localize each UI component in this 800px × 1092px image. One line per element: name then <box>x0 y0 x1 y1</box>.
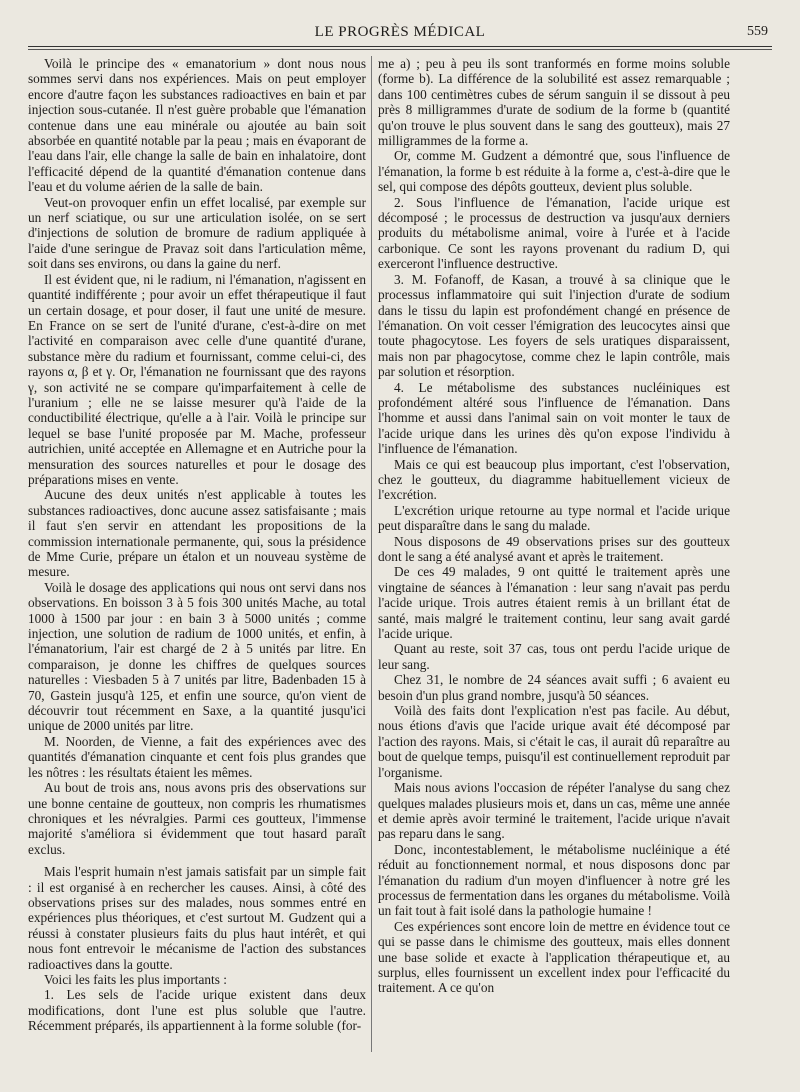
paragraph: Or, comme M. Gudzent a démontré que, sous l'influence de l'émanation, la forme b est réduite à la forme a, c'est-à-dire que le sel, qui compose des dépôts goutteux, devient plus soluble. <box>378 148 730 195</box>
paragraph: Donc, incontestablement, le métabolisme nucléinique a été réduit au fonctionnement normal, et nous disposons donc par l'émanation du radium d'un moyen d'influencer à notre gré les processus de fermentation dans les organes du métabolisme. Voilà un fait tout à fait isolé dans la pathologie humaine ! <box>378 841 730 919</box>
paragraph: Mais l'esprit humain n'est jamais satisfait par un simple fait : il est organisé à en rechercher les causes. Ainsi, à côté des observations prises sur des malades, nous sommes entré en expériences plus théoriques, et c'est surtout M. Gudzent qui a réussi à constater plusieurs faits du plus haut intérêt, et qui nous font entrevoir le mécanisme de l'action des substances radioactives dans la goutte. <box>28 864 366 972</box>
paragraph: 2. Sous l'influence de l'émanation, l'acide urique est décomposé ; le processus de destruction va jusqu'aux derniers produits du métabolisme animal, voire à l'urée et à l'acide carbonique. Ce sont les rayons provenant du radium D, qui exerceront l'influence destructive. <box>378 194 730 272</box>
paragraph: 3. M. Fofanoff, de Kasan, a trouvé à sa clinique que le processus inflammatoire qui suit l'injection d'urate de sodium dans le tissu du lapin est profondément changé en présence de l'émanation. On voit cesser l'émigration des leucocytes ainsi que toute phagocytose. Les foyers de sels uratiques disparaissent, mais non par phagocytose, comme chez le lapin contrôle, mais par solution et résorption. <box>378 271 730 380</box>
paragraph: Chez 31, le nombre de 24 séances avait suffi ; 6 avaient eu besoin d'un plus grand nombre, jusqu'à 50 séances. <box>378 672 730 703</box>
paragraph: M. Noorden, de Vienne, a fait des expériences avec des quantités d'émanation cinquante et cent fois plus grandes que les nôtres : les résultats étaient les mêmes. <box>28 733 366 780</box>
paragraph: Mais nous avions l'occasion de répéter l'analyse du sang chez quelques malades plusieurs mois et, dans un cas, même une année et demie après avoir terminé le traitement, l'acide urique n'avait pas reparu dans le sang. <box>378 780 730 842</box>
column-divider <box>371 56 372 1052</box>
paragraph: Veut-on provoquer enfin un effet localisé, par exemple sur un nerf sciatique, ou sur une articulation isolée, on se sert d'injections de solution de bromure de radium appliquée à l'aide d'une seringue de Pravaz soit dans l'articulation même, soit dans ses environs, ou dans la gaine du nerf. <box>28 194 366 272</box>
paragraph: Voilà des faits dont l'explication n'est pas facile. Au début, nous étions d'avis que l'acide urique avait été décomposé par l'action des rayons. Mais, si c'était le cas, il aurait dû reparaître au bout de quelque temps, puisqu'il est continuellement reproduit par l'organisme. <box>378 703 730 780</box>
paragraph: Quant au reste, soit 37 cas, tous ont perdu l'acide urique de leur sang. <box>378 641 730 672</box>
paragraph: L'excrétion urique retourne au type normal et l'acide urique peut disparaître dans le sang du malade. <box>378 502 730 534</box>
running-title: LE PROGRÈS MÉDICAL <box>314 24 486 40</box>
right-column <box>378 56 730 1062</box>
paragraph: Aucune des deux unités n'est applicable à toutes les substances radioactives, donc aucune assez satisfaisante ; mais il faut s'en servir en attendant les propositions de la commission internationale permanente, qui, sous la présidence de Mme Curie, prépare un étalon et un nouveau système de mesure. <box>28 487 366 580</box>
header-rule <box>28 46 772 47</box>
paragraph: Nous disposons de 49 observations prises sur des goutteux dont le sang a été analysé avant et après le traitement. <box>378 533 730 564</box>
paragraph: Voici les faits les plus importants : <box>44 971 227 987</box>
page-header <box>28 22 772 44</box>
paragraph: me a) ; peu à peu ils sont tranformés en forme moins soluble (forme b). La différence de la solubilité est assez remarquable ; dans 100 centimètres cubes de sérum sanguin il se dissout à peu près 8 milligrammes d'urate de sodium de la forme b (quantité qu'on trouve le plus souvent dans le sang des goutteux), mais 27 milligrammes de la forme a. <box>378 56 730 149</box>
paragraph: Voilà le principe des « emanatorium » dont nous nous sommes servi dans nos expériences. Mais on peut employer encore d'autre façon les substances radioactives en bain et par injection sous-cutanée. Il n'est guère probable que l'émanation contenue dans une eau minérale ou ajoutée au bain soit absorbée en quantité notable par la peau ; mais en évaporant de l'eau dans l'air, elle change la salle de bain en inhalatoire, dont l'efficacité dépend de la quantité d'émanation contenue dans l'eau et du volume aérien de la salle de bain. <box>28 56 366 195</box>
paragraph: Ces expériences sont encore loin de mettre en évidence tout ce qui se passe dans le chimisme des goutteux, mais elles donnent une base solide et exacte à l'application thérapeutique et, au surplus, elles fournissent un excellent index pour l'efficacité du traitement. A ce qu'on <box>378 918 730 996</box>
paragraph: 4. Le métabolisme des substances nucléiniques est profondément altéré sous l'influence de l'émanation. Dans l'homme et aussi dans l'animal sain on voit monter le taux de l'acide urique dans les urines dès qu'on expose l'individu à l'influence de l'émanation. <box>378 379 730 457</box>
paragraph: Il est évident que, ni le radium, ni l'émanation, n'agissent en quantité indifférente ; pour avoir un effet thérapeutique il faut un certain dosage, et pour doser, il faut une unité de mesure. En France on se sert de l'unité d'urane, c'est-à-dire on met l'activité en comparaison avec celle d'une quantité d'urane, substance mère du radium et fournissant, comme celui-ci, des rayons α, β et γ. Or, l'émanation ne fournissant que des rayons γ, son activité ne se compare qu'imparfaitement à celle de l'uranium ; elle ne se laisse mesurer qu'à l'aide de la conductibilité électrique, qu'elle a à l'air. Voilà le principe sur lequel se base l'unité proposée par M. Mache, professeur autrichien, unité acceptée en Allemagne et en Autriche pour la mensuration des sources naturelles et pour le dosage des préparations mises en vente. <box>28 271 366 487</box>
header-rule-thin <box>28 49 772 50</box>
left-column <box>28 56 366 1062</box>
paragraph: 1. Les sels de l'acide urique existent dans deux modifications, dont l'une est plus soluble que l'autre. Récemment préparés, ils appartiennent à la forme soluble (for- <box>28 987 366 1034</box>
paragraph: De ces 49 malades, 9 ont quitté le traitement après une vingtaine de séances à l'émanation : leur sang n'avait pas perdu l'acide urique. Trois autres étaient remis à un brillant état de santé, mais malgré le traitement continu, leur sang avait gardé l'acide urique. <box>378 564 730 642</box>
paragraph: Au bout de trois ans, nous avons pris des observations sur une bonne centaine de goutteux, non compris les rhumatismes chroniques et les névralgies. Parmi ces goutteux, l'immense majorité s'améliora si évidemment que tout hasard paraît exclus. <box>28 780 366 857</box>
page-number: 559 <box>747 24 768 39</box>
paragraph: Voilà le dosage des applications qui nous ont servi dans nos observations. En boisson 3 à 5 fois 300 unités Mache, au total 1000 à 1500 par jour : en bain 3 à 5000 unités ; comme injection, une solution de radium de 1000 unités, et enfin, à l'émanatorium, l'air est chargé de 2 à 5 unités par litre. En comparaison, je donne les chiffres de quelques sources naturelles : Viesbaden 5 à 7 unités par litre, Badenbaden 15 à 70, Gastein jusqu'à 125, et enfin une source, qu'on vient de découvrir tout récemment en Saxe, a la quantité jusqu'ici unique de 2000 unités par litre. <box>28 579 366 734</box>
paragraph: Mais ce qui est beaucoup plus important, c'est l'observation, chez le goutteux, du diagramme habituellement vicieux de l'excrétion. <box>378 456 730 503</box>
